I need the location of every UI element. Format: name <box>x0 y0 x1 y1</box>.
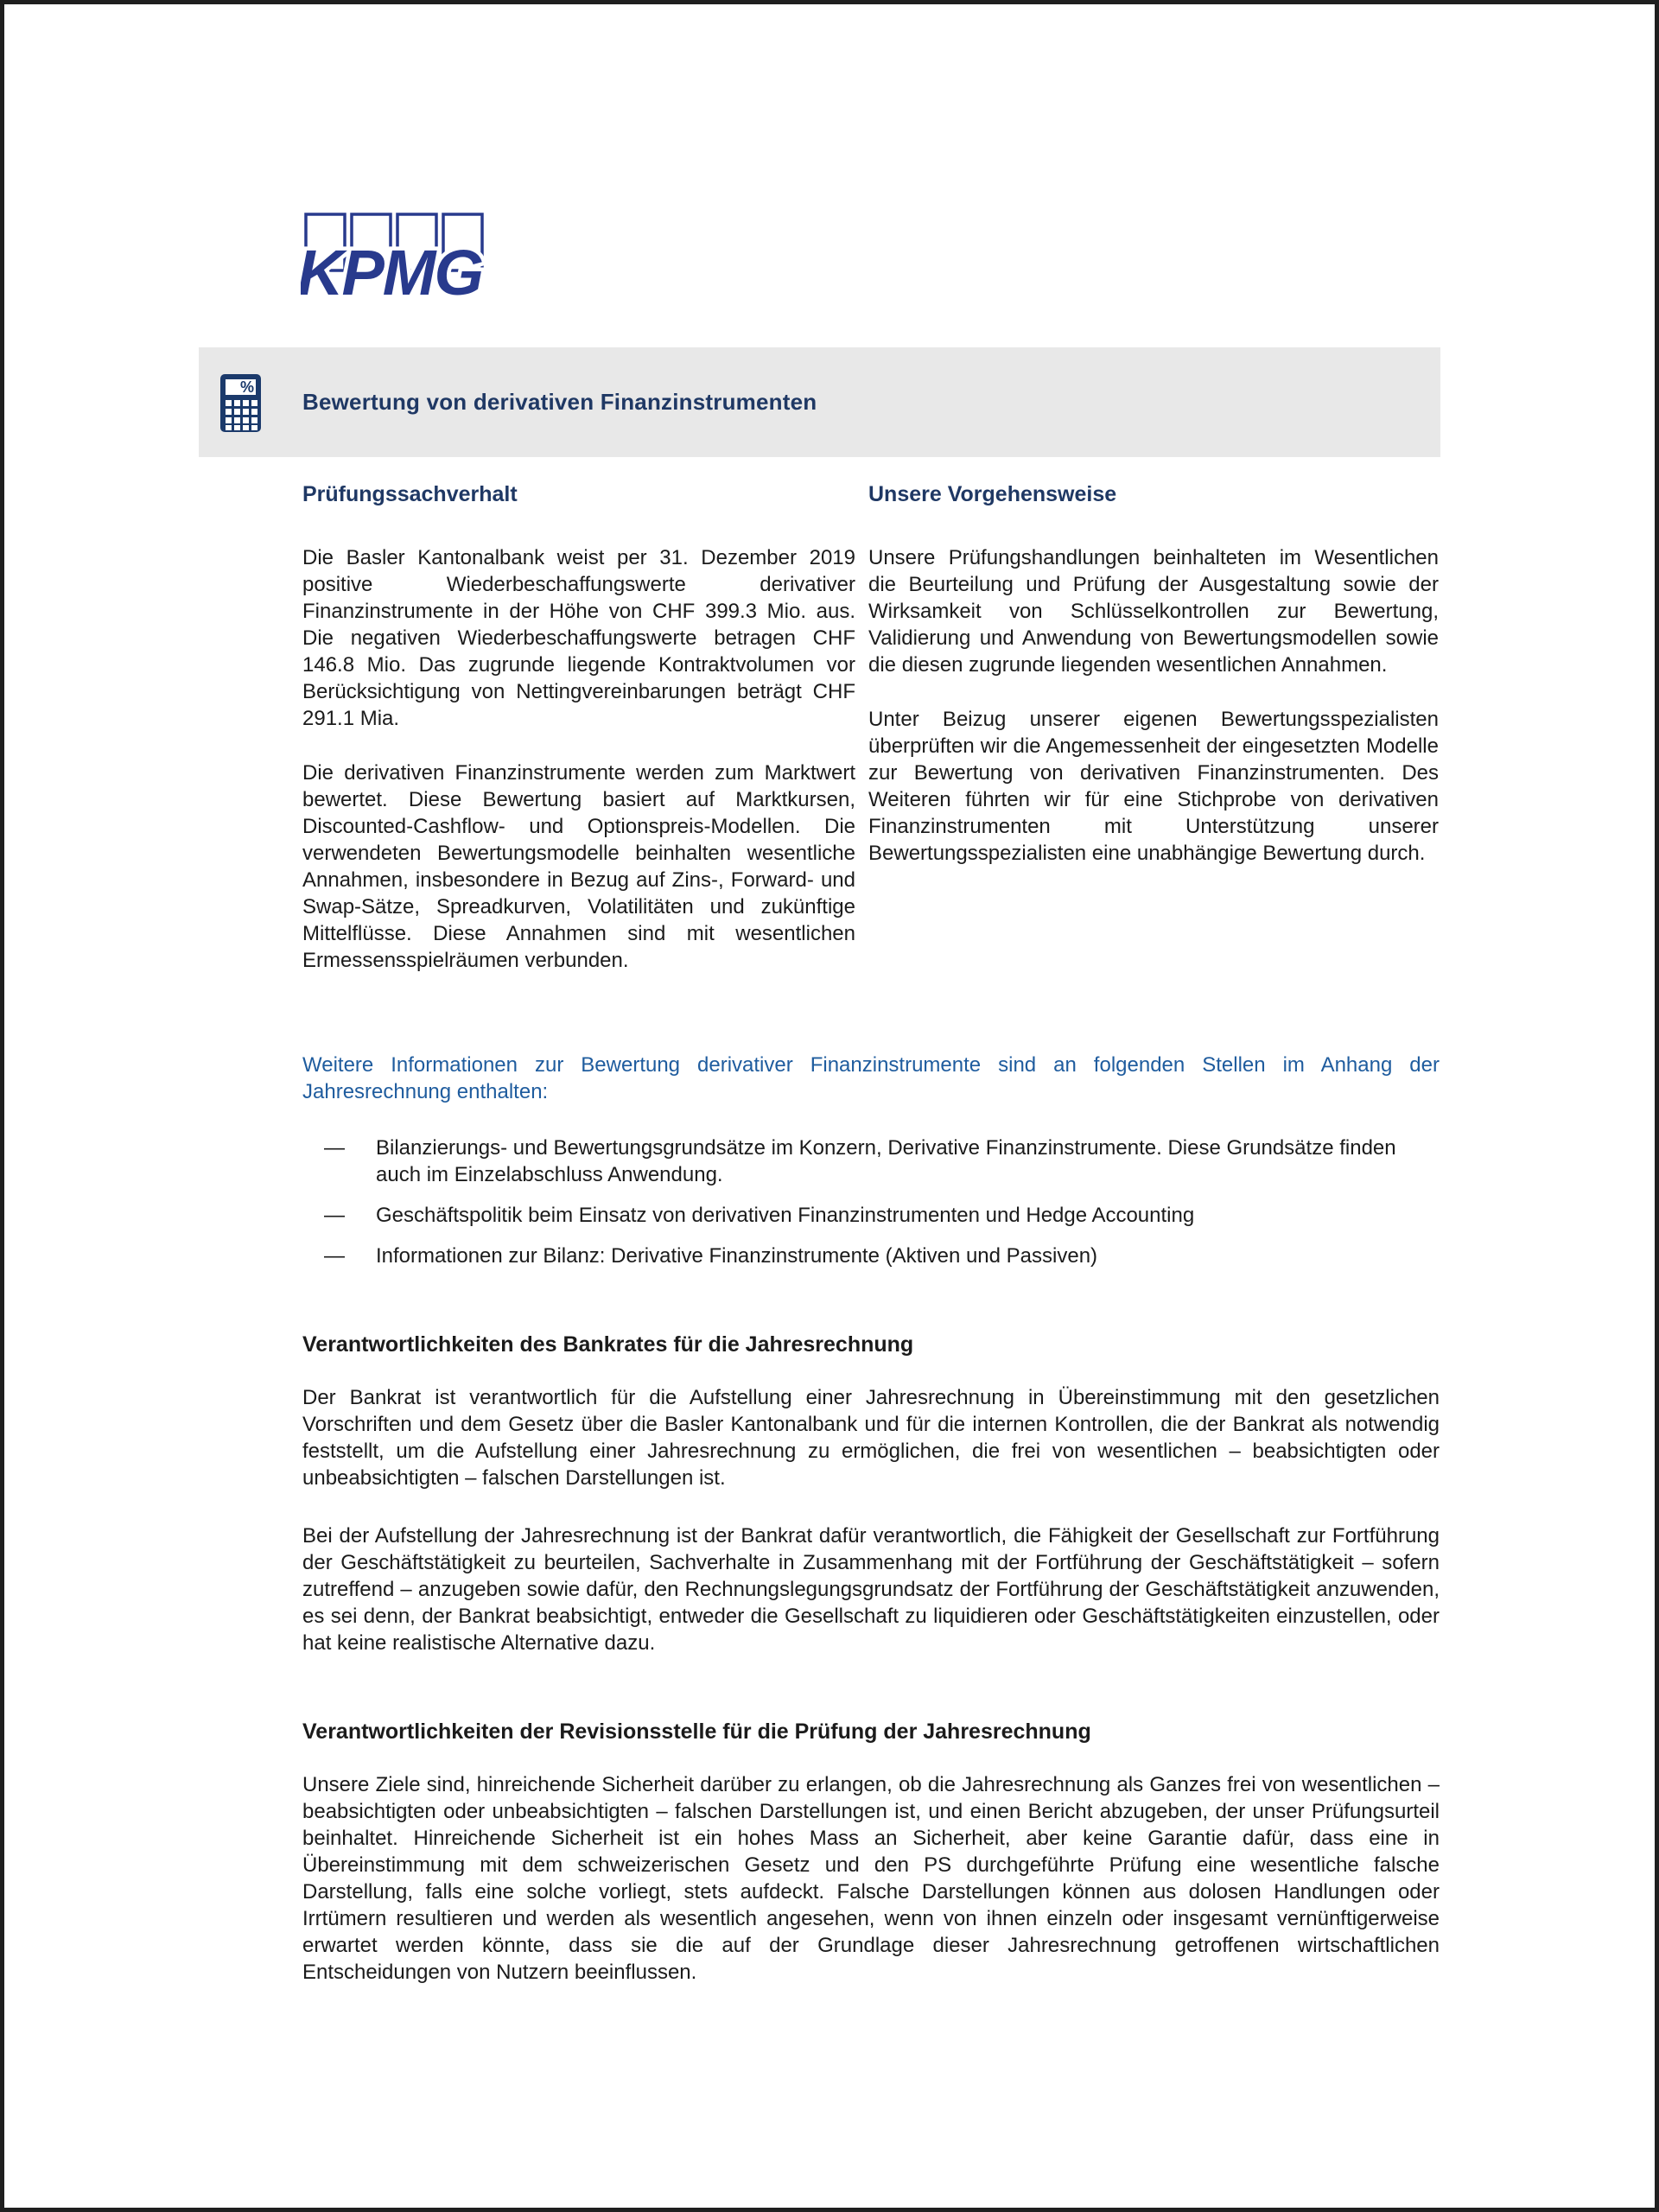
right-column-heading: Unsere Vorgehensweise <box>868 482 1117 506</box>
section-heading-revisionsstelle: Verantwortlichkeiten der Revisionsstelle für die Prüfung der Jahresrechnung <box>302 1719 1091 1744</box>
banner-title: Bewertung von derivativen Finanzinstrumenten <box>302 389 817 415</box>
paragraph: Bei der Aufstellung der Jahresrechnung ist der Bankrat dafür verantwortlich, die Fähigkeit der Gesellschaft zur Fortführung der Geschäftstätigkeit zu beurteilen, Sachverhalte in Zusammenhang mit der Fortführung der Geschäftstätigkeit – sofern zutreffend – anzugeben sowie dafür, den Rechnungslegungsgrundsatz der Fortführung der Geschäftstätigkeit anzuwenden, es sei denn, der Bankrat beabsichtigt, entweder die Gesellschaft zu liquidieren oder Geschäftstätigkeiten einzustellen, oder hat keine realistische Alternative dazu. <box>302 1524 1440 1655</box>
kpmg-logo-text: KPMG <box>301 237 482 302</box>
paragraph: Der Bankrat ist verantwortlich für die Aufstellung einer Jahresrechnung in Übereinstimmung mit den gesetzlichen Vorschriften und dem Gesetz über die Basler Kantonalbank und für die internen Kontrollen, die der Bankrat als notwendig feststellt, um die Aufstellung einer Jahresrechnung zu ermöglichen, die frei von wesentlichen – beabsichtigten oder unbeabsichtigten – falschen Darstellungen ist. <box>302 1386 1440 1490</box>
dash-bullet-icon: — <box>324 1136 345 1160</box>
list-item <box>302 1202 1440 1229</box>
paragraph: Die derivativen Finanzinstrumente werden zum Marktwert bewertet. Diese Bewertung basiert auf Marktkursen, Discounted-Cashflow- und Optionspreis-Modellen. Die verwendeten Bewertungsmodelle beinhalten wesentliche Annahmen, insbesondere in Bezug auf Zins-, Forward- und Swap-Sätze, Spreadkurven, Volatilitäten und zukünftige Mittelflüsse. Diese Annahmen sind mit wesentlichen Ermessensspielräumen verbunden. <box>302 761 855 972</box>
list-item <box>302 1135 1440 1188</box>
calculator-percent-icon <box>220 374 262 433</box>
more-info-intro: Weitere Informationen zur Bewertung derivativer Finanzinstrumente sind an folgenden Stellen im Anhang der Jahresrechnung enthalten: <box>302 1053 1440 1103</box>
paragraph: Unsere Ziele sind, hinreichende Sicherheit darüber zu erlangen, ob die Jahresrechnung als Ganzes frei von wesentlichen – beabsichtigten oder unbeabsichtigten – falschen Darstellungen ist, und einen Bericht abzugeben, der unser Prüfungsurteil beinhaltet. Hinreichende Sicherheit ist ein hohes Mass an Sicherheit, aber keine Garantie dafür, dass eine in Übereinstimmung mit dem schweizerischen Gesetz und den PS durchgeführte Prüfung eine wesentliche falsche Darstellung, falls eine solche vorliegt, stets aufdeckt. Falsche Darstellungen können aus dolosen Handlungen oder Irrtümern resultieren und werden als wesentlich angesehen, wenn von ihnen einzeln oder insgesamt vernünftigerweise erwartet werden könnte, dass sie die auf der Grundlage dieser Jahresrechnung getroffenen wirtschaftlichen Entscheidungen von Nutzern beeinflussen. <box>302 1773 1440 1984</box>
list-item-text: Bilanzierungs- und Bewertungsgrundsätze im Konzern, Derivative Finanzinstrumente. Diese Grundsätze finden auch im Einzelabschluss Anwendung. <box>376 1136 1396 1186</box>
approach-column <box>868 481 1439 894</box>
kpmg-logo <box>301 212 501 302</box>
reference-list <box>302 1135 1440 1269</box>
paragraph: Unter Beizug unserer eigenen Bewertungsspezialisten überprüften wir die Angemessenheit der eingesetzten Modelle zur Bewertung von derivativen Finanzinstrumenten. Des Weiteren führten wir für eine Stichprobe von derivativen Finanzinstrumenten mit Unterstützung unserer Bewertungsspezialisten eine unabhängige Bewertung durch. <box>868 708 1439 865</box>
list-item-text: Geschäftspolitik beim Einsatz von derivativen Finanzinstrumenten und Hedge Accounting <box>376 1204 1195 1227</box>
paragraph: Die Basler Kantonalbank weist per 31. Dezember 2019 positive Wiederbeschaffungswerte derivativer Finanzinstrumente in der Höhe von CHF 399.3 Mio. aus. Die negativen Wiederbeschaffungswerte betragen CHF 146.8 Mio. Das zugrunde liegende Kontraktvolumen vor Berücksichtigung von Nettingvereinbarungen beträgt CHF 291.1 Mia. <box>302 546 855 730</box>
audit-matter-column <box>302 481 855 1001</box>
paragraph: Unsere Prüfungshandlungen beinhalteten im Wesentlichen die Beurteilung und Prüfung der Ausgestaltung sowie der Wirksamkeit von Schlüsselkontrollen zur Bewertung, Validierung und Anwendung von Bewertungsmodellen sowie die diesen zugrunde liegenden wesentlichen Annahmen. <box>868 546 1439 677</box>
list-item-text: Informationen zur Bilanz: Derivative Finanzinstrumente (Aktiven und Passiven) <box>376 1244 1098 1268</box>
list-item <box>302 1243 1440 1269</box>
calculator-percent-symbol: % <box>240 378 255 396</box>
key-audit-matter-banner <box>199 347 1440 457</box>
section-heading-bankrat: Verantwortlichkeiten des Bankrates für die Jahresrechnung <box>302 1332 914 1357</box>
lower-section <box>302 1052 1440 2017</box>
kpmg-logo-graphic <box>301 212 501 302</box>
dash-bullet-icon: — <box>324 1204 345 1227</box>
left-column-heading: Prüfungssachverhalt <box>302 482 518 506</box>
dash-bullet-icon: — <box>324 1244 345 1268</box>
